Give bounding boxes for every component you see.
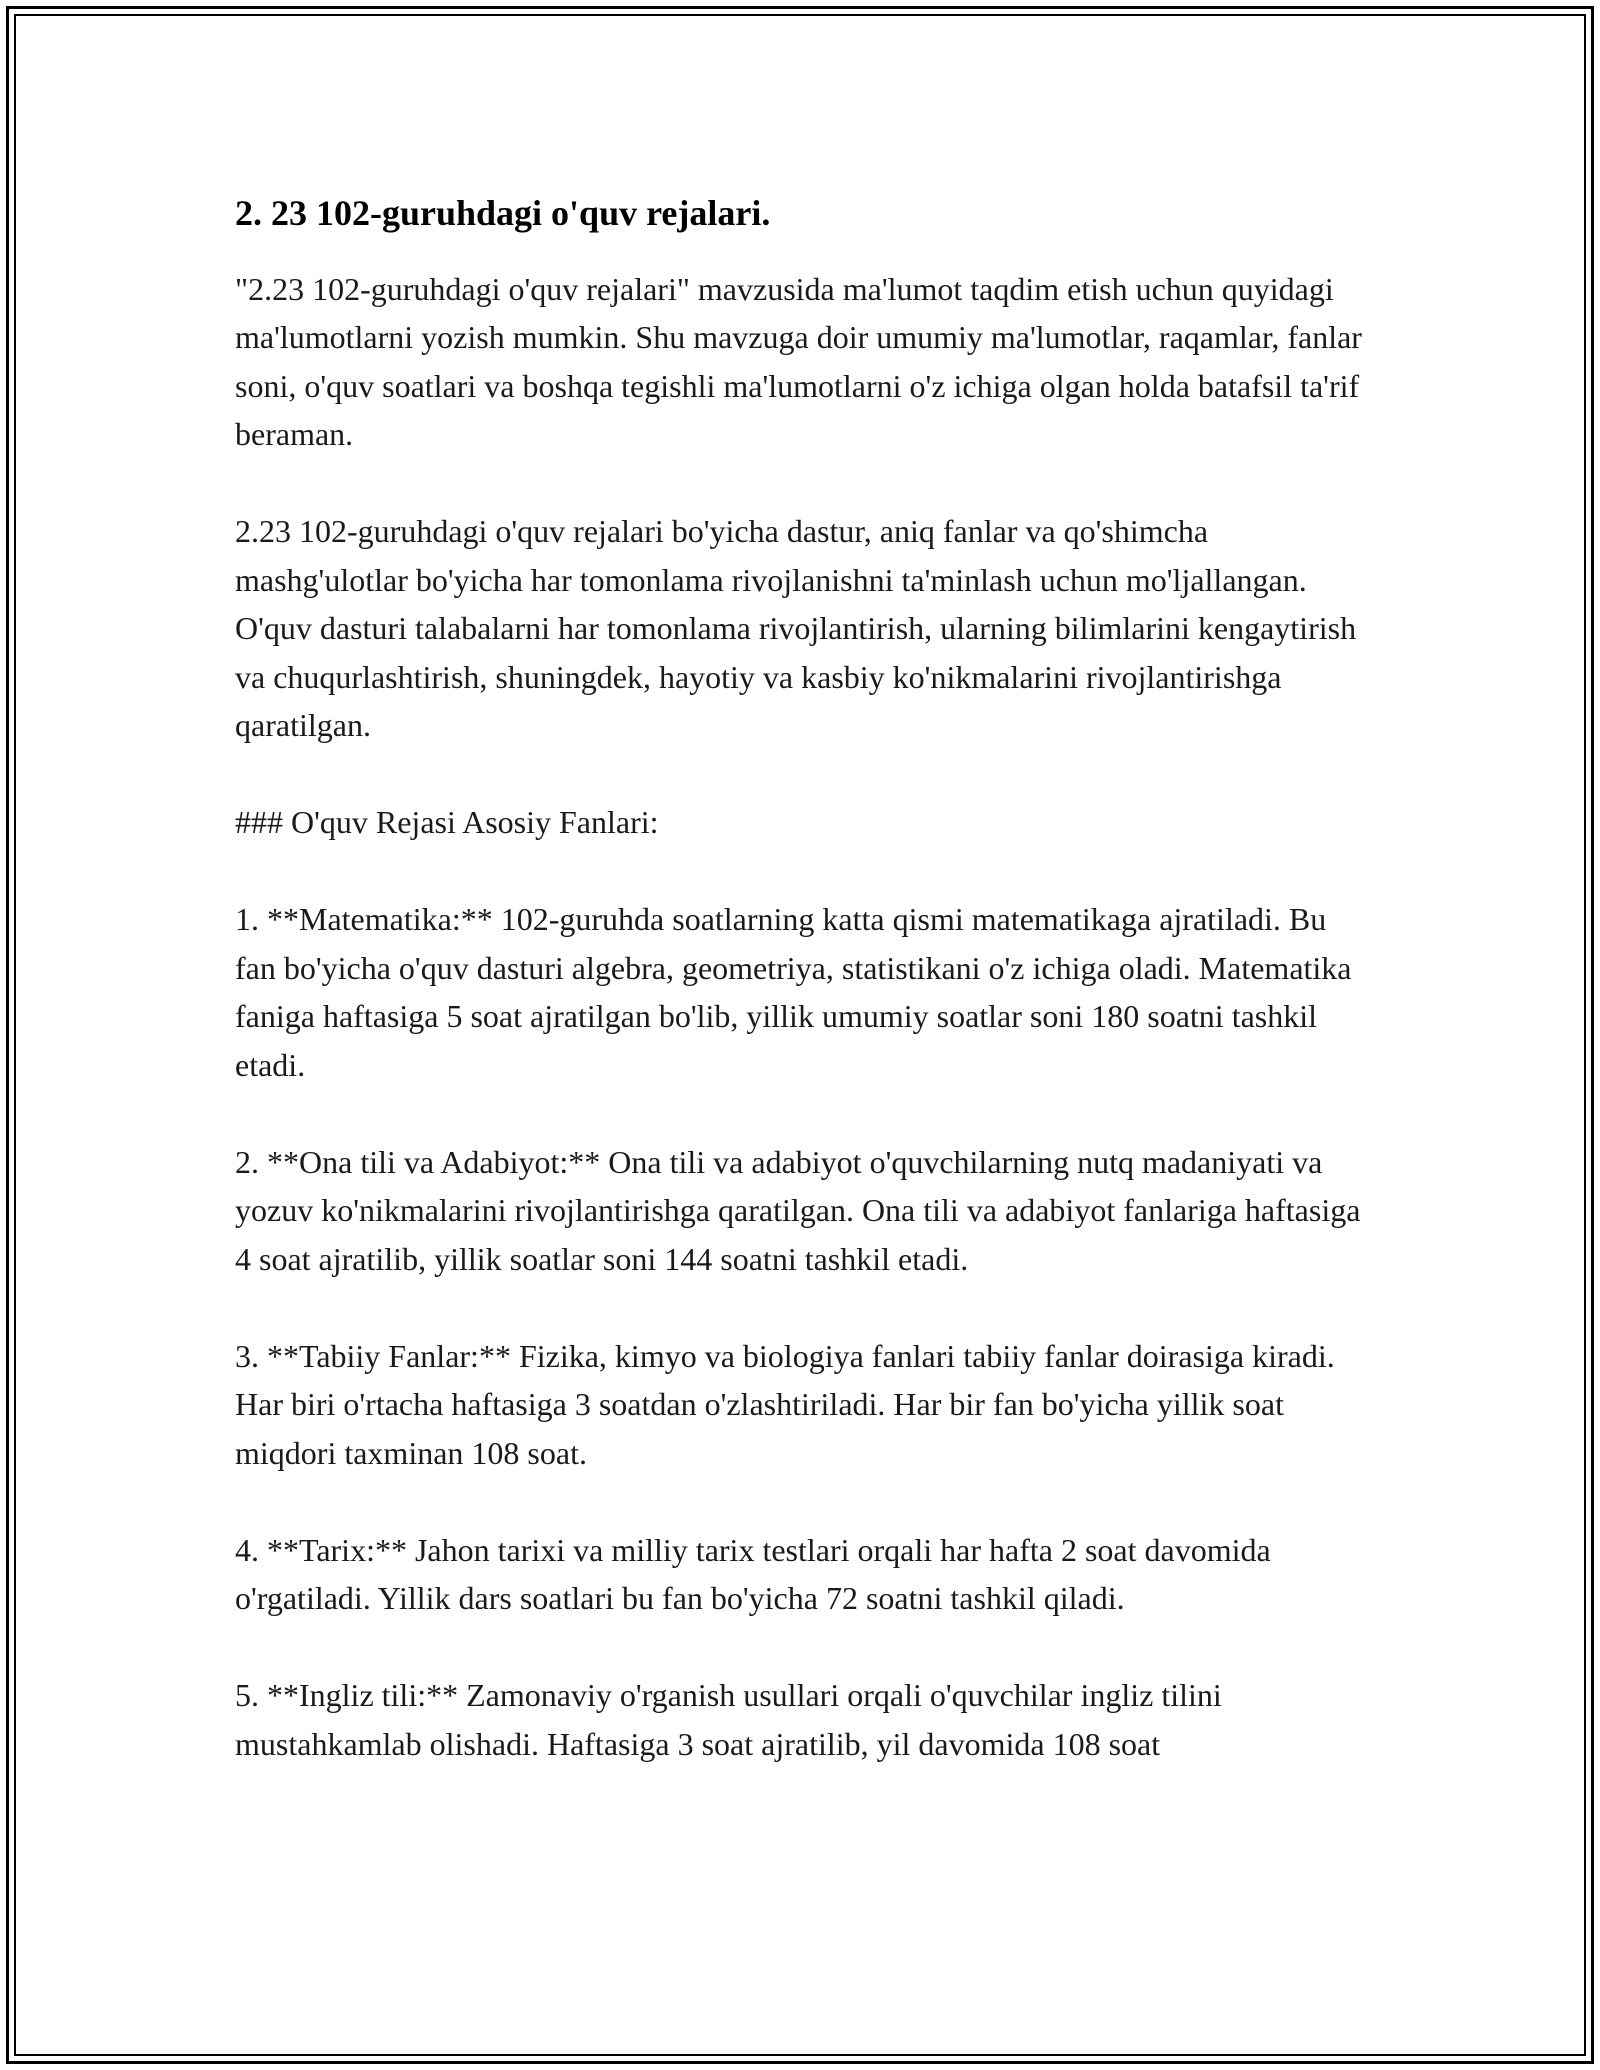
- list-item-tarix: 4. **Tarix:** Jahon tarixi va milliy tarix testlari orqali har hafta 2 soat davomida o'rgatiladi. Yillik dars soatlari bu fan bo'yicha 72 soatni tashkil qiladi.: [235, 1531, 1271, 1617]
- paragraph-intro: "2.23 102-guruhdagi o'quv rejalari" mavzusida ma'lumot taqdim etish uchun quyidagi ma'lumotlarni yozish mumkin. Shu mavzuga doir umumiy ma'lumotlar, raqamlar, fanlar soni, o'quv soatlari va boshqa tegishli ma'lumotlarni o'z ichiga olgan holda batafsil ta'rif beraman.: [235, 270, 1362, 453]
- list-item-matematika: 1. **Matematika:** 102-guruhda soatlarning katta qismi matematikaga ajratiladi. Bu fan bo'yicha o'quv dasturi algebra, geometriya, statistikani o'z ichiga oladi. Matematika faniga haftasiga 5 soat ajratilgan bo'lib, yillik umumiy soatlar soni 180 soatni tashkil etadi.: [235, 901, 1352, 1083]
- list-item-ingliz-tili: 5. **Ingliz tili:** Zamonaviy o'rganish usullari orqali o'quvchilar ingliz tilini mustahkamlab olishadi. Haftasiga 3 soat ajratilib, yil davomida 108 soat: [235, 1677, 1222, 1762]
- paragraph-overview: 2.23 102-guruhdagi o'quv rejalari bo'yicha dastur, aniq fanlar va qo'shimcha mashg'ulotlar bo'yicha har tomonlama rivojlanishni ta'minlash uchun mo'ljallangan. O'quv dasturi talabalarni har tomonlama rivojlantirish, ularning bilimlarini kengaytirish va chuqurlashtirish, shuningdek, hayotiy va kasbiy ko'nikmalarini rivojlantirishga qaratilgan.: [235, 513, 1357, 744]
- list-item-ona-tili: 2. **Ona tili va Adabiyot:** Ona tili va adabiyot o'quvchilarning nutq madaniyati va yozuv ko'nikmalarini rivojlantirishga qaratilgan. Ona tili va adabiyot fanlariga haftasiga 4 soat ajratilib, yillik soatlar soni 144 soatni tashkil etadi.: [235, 1143, 1361, 1277]
- list-item-tabiiy-fanlar: 3. **Tabiiy Fanlar:** Fizika, kimyo va biologiya fanlari tabiiy fanlar doirasiga kiradi. Har biri o'rtacha haftasiga 3 soatdan o'zlashtiriladi. Har bir fan bo'yicha yillik soat miqdori taxminan 108 soat.: [235, 1337, 1335, 1471]
- document-body: [235, 190, 1375, 1817]
- section-heading: ### O'quv Rejasi Asosiy Fanlari:: [235, 804, 659, 841]
- document-title: 2. 23 102-guruhdagi o'quv rejalari.: [235, 193, 771, 233]
